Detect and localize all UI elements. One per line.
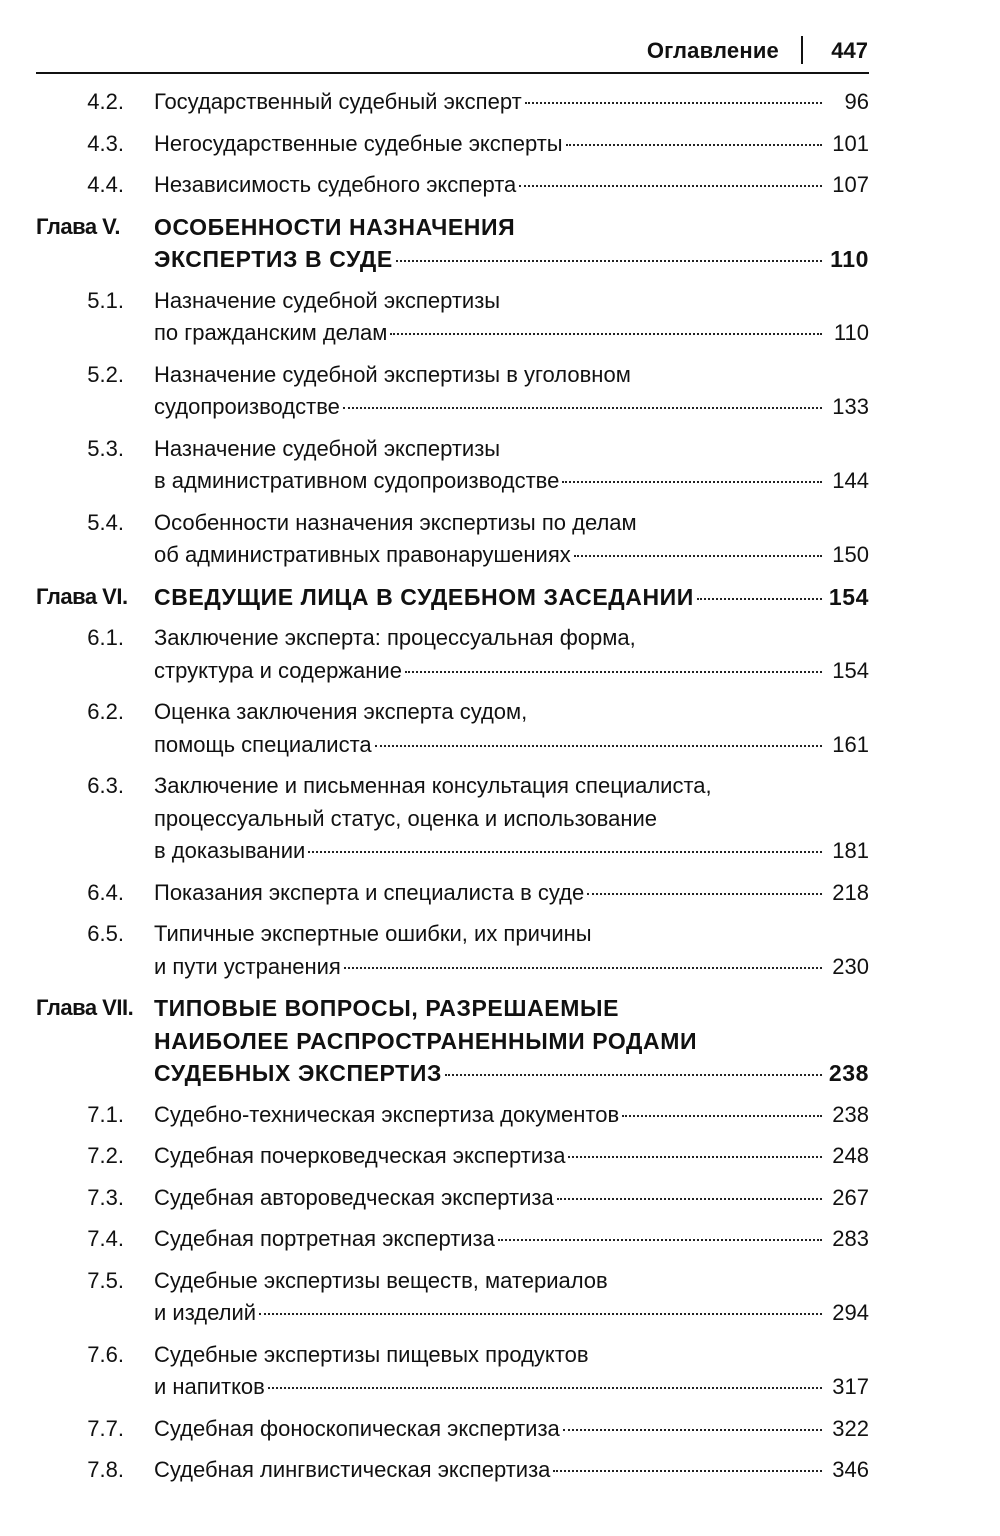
entry-last-line [154, 1140, 869, 1173]
entry-page-number: 238 [832, 1101, 869, 1127]
entry-title [154, 285, 869, 350]
entry-title-line: в доказывании [154, 838, 306, 863]
entry-last-line [154, 1413, 869, 1446]
dot-leader [622, 1115, 822, 1117]
entry-number: 5.4. [87, 509, 124, 535]
entry-title [154, 1454, 869, 1487]
entry-title-line: Назначение судебной экспертизы [154, 435, 501, 461]
toc-section-entry [36, 285, 869, 350]
entry-last-line [154, 465, 869, 498]
entry-number: 6.4. [87, 879, 124, 905]
entry-last-line [154, 655, 869, 688]
toc-section-entry [36, 86, 869, 119]
entry-last-line [154, 835, 869, 868]
entry-title-line: и изделий [154, 1300, 257, 1325]
dot-leader [405, 671, 822, 673]
toc-section-entry [36, 877, 869, 910]
entry-number: 7.5. [87, 1267, 124, 1293]
entry-page-number: 96 [844, 89, 869, 114]
entry-title [154, 1413, 869, 1446]
toc-chapter-entry [36, 581, 869, 614]
entry-page-number: 133 [832, 394, 869, 419]
entry-title [154, 359, 869, 424]
entry-title-line: ОСОБЕННОСТИ НАЗНАЧЕНИЯ [154, 213, 516, 240]
entry-title-line: в административном судопроизводстве [154, 468, 560, 493]
toc-section-entry [36, 770, 869, 868]
entry-title-line: Судебная автороведческая экспертиза [154, 1184, 554, 1210]
running-header [36, 36, 869, 74]
toc-section-entry [36, 1339, 869, 1404]
entry-number: 7.4. [87, 1226, 124, 1251]
entry-title [154, 877, 869, 910]
entry-last-line [154, 581, 869, 614]
dot-leader [587, 893, 822, 895]
entry-last-line [154, 877, 869, 910]
entry-page-number: 181 [832, 838, 869, 863]
entry-number: 6.2. [87, 699, 124, 724]
dot-leader [525, 102, 822, 104]
toc-section-entry [36, 1140, 869, 1173]
dot-leader [568, 1156, 822, 1158]
entry-title [154, 918, 869, 983]
entry-title [154, 1339, 869, 1404]
entry-last-line [154, 951, 869, 984]
header-title: Оглавление [646, 38, 779, 63]
toc-section-entry [36, 1265, 869, 1330]
entry-title [154, 992, 869, 1090]
entry-last-line [154, 391, 869, 424]
entry-page-number: 322 [832, 1415, 869, 1441]
entry-page-number: 110 [833, 320, 869, 345]
entry-number: 7.6. [87, 1341, 124, 1367]
entry-title [154, 581, 869, 614]
entry-page-number: 294 [832, 1300, 869, 1325]
entry-page-number: 150 [832, 542, 869, 567]
entry-last-line [154, 1057, 869, 1090]
entry-number: 7.1. [87, 1101, 124, 1127]
dot-leader [343, 407, 822, 409]
entry-title-line: Особенности назначения экспертизы по делам [154, 509, 637, 535]
entry-title-line: ТИПОВЫЕ ВОПРОСЫ, РАЗРЕШАЕМЫЕ [154, 995, 620, 1021]
entry-last-line [154, 243, 869, 276]
entry-page-number: 154 [832, 657, 869, 683]
entry-title-line: Показания эксперта и специалиста в суде [154, 879, 585, 905]
toc-section-entry [36, 1099, 869, 1132]
entry-title-line: об административных правонарушениях [154, 542, 571, 567]
entry-number: 5.3. [87, 435, 124, 461]
entry-last-line [154, 1099, 869, 1132]
entry-title-line: Негосударственные судебные эксперты [154, 130, 563, 156]
dot-leader [259, 1313, 822, 1315]
entry-title-line: Независимость судебного эксперта [154, 172, 517, 197]
entry-page-number: 283 [832, 1226, 869, 1251]
entry-title-line: Типичные экспертные ошибки, их причины [154, 921, 592, 946]
entry-title-line: Заключение эксперта: процессуальная форма, [154, 625, 636, 650]
entry-title [154, 128, 869, 161]
dot-leader [566, 144, 822, 146]
entry-title-line: Судебная лингвистическая экспертиза [154, 1457, 551, 1482]
toc-section-entry [36, 359, 869, 424]
entry-title [154, 211, 869, 276]
toc-section-entry [36, 507, 869, 572]
entry-title-line: Заключение и письменная консультация специалиста, [154, 773, 712, 798]
dot-leader [396, 260, 822, 262]
entry-number: Глава V. [36, 213, 120, 239]
entry-title-line: Судебная фоноскопическая экспертиза [154, 1415, 560, 1441]
entry-page-number: 144 [832, 468, 869, 493]
entry-title [154, 169, 869, 202]
entry-number: Глава VII. [36, 995, 134, 1020]
dot-leader [344, 967, 822, 969]
entry-title [154, 622, 869, 687]
entry-title-line: Судебные экспертизы веществ, материалов [154, 1267, 608, 1293]
entry-title-line: НАИБОЛЕЕ РАСПРОСТРАНЕННЫМИ РОДАМИ [154, 1027, 698, 1054]
dot-leader [557, 1198, 822, 1200]
toc-section-entry [36, 696, 869, 761]
entry-number: 4.4. [87, 172, 124, 197]
entry-last-line [154, 86, 869, 119]
entry-title-line: помощь специалиста [154, 731, 372, 757]
entry-page-number: 110 [830, 246, 869, 272]
header-page-number: 447 [831, 38, 868, 63]
toc-section-entry [36, 1182, 869, 1215]
entry-title [154, 86, 869, 119]
dot-leader [445, 1074, 822, 1076]
dot-leader [562, 481, 822, 483]
entry-last-line [154, 1223, 869, 1256]
entry-page-number: 154 [828, 583, 869, 610]
entry-number: 4.2. [87, 89, 124, 114]
entry-page-number: 230 [832, 953, 869, 979]
entry-title [154, 1265, 869, 1330]
entry-title-line: Назначение судебной экспертизы [154, 287, 501, 313]
entry-title [154, 1223, 869, 1256]
entry-page-number: 101 [832, 130, 869, 156]
toc-chapter-entry [36, 992, 869, 1090]
entry-title-line: и пути устранения [154, 953, 341, 979]
entry-last-line [154, 729, 869, 762]
entry-title-line: и напитков [154, 1374, 265, 1399]
entry-title-line: Судебная почерковедческая экспертиза [154, 1143, 566, 1168]
entry-number: 6.3. [87, 773, 124, 798]
entry-title-line: судопроизводстве [154, 394, 340, 419]
entry-number: Глава VI. [36, 583, 128, 609]
entry-last-line [154, 539, 869, 572]
toc-section-entry [36, 1413, 869, 1446]
entry-title [154, 770, 869, 868]
entry-title-line: СВЕДУЩИЕ ЛИЦА В СУДЕБНОМ ЗАСЕДАНИИ [154, 583, 694, 610]
entry-title-line: Назначение судебной экспертизы в уголовном [154, 361, 631, 387]
entry-page-number: 346 [832, 1457, 869, 1482]
entry-title-line: структура и содержание [154, 657, 402, 683]
entry-title-line: Государственный судебный эксперт [154, 89, 522, 114]
entry-title-line: Судебная портретная экспертиза [154, 1226, 495, 1251]
dot-leader [390, 333, 822, 335]
entry-last-line [154, 128, 869, 161]
entry-title-line: Судебные экспертизы пищевых продуктов [154, 1341, 589, 1367]
entry-page-number: 248 [832, 1143, 869, 1168]
dot-leader [498, 1239, 822, 1241]
table-of-contents [36, 86, 869, 1496]
entry-number: 5.2. [87, 361, 124, 387]
entry-last-line [154, 317, 869, 350]
toc-section-entry [36, 1454, 869, 1487]
entry-number: 6.5. [87, 921, 124, 946]
entry-last-line [154, 1371, 869, 1404]
entry-last-line [154, 1454, 869, 1487]
entry-title-line: ЭКСПЕРТИЗ В СУДЕ [154, 246, 393, 272]
dot-leader [553, 1470, 822, 1472]
dot-leader [563, 1429, 822, 1431]
entry-title [154, 507, 869, 572]
entry-title [154, 1140, 869, 1173]
dot-leader [308, 851, 822, 853]
entry-title [154, 1099, 869, 1132]
toc-section-entry [36, 918, 869, 983]
entry-last-line [154, 169, 869, 202]
dot-leader [519, 185, 822, 187]
entry-number: 5.1. [87, 287, 124, 313]
entry-title-line: по гражданским делам [154, 320, 388, 345]
toc-section-entry [36, 169, 869, 202]
entry-number: 4.3. [87, 130, 124, 156]
dot-leader [697, 598, 822, 600]
entry-title-line: Оценка заключения эксперта судом, [154, 699, 528, 724]
toc-section-entry [36, 622, 869, 687]
entry-title-line: Судебно-техническая экспертиза документов [154, 1101, 620, 1127]
dot-leader [574, 555, 822, 557]
entry-page-number: 317 [832, 1374, 869, 1399]
header-separator [801, 36, 803, 64]
entry-number: 7.7. [87, 1415, 124, 1441]
entry-number: 7.3. [87, 1184, 124, 1210]
entry-page-number: 267 [832, 1184, 869, 1210]
entry-title [154, 696, 869, 761]
entry-page-number: 238 [828, 1060, 869, 1086]
entry-title [154, 433, 869, 498]
entry-number: 6.1. [87, 625, 124, 650]
entry-title [154, 1182, 869, 1215]
dot-leader [268, 1387, 822, 1389]
toc-section-entry [36, 433, 869, 498]
entry-number: 7.8. [87, 1457, 124, 1482]
toc-section-entry [36, 1223, 869, 1256]
entry-number: 7.2. [87, 1143, 124, 1168]
entry-last-line [154, 1297, 869, 1330]
entry-page-number: 107 [832, 172, 869, 197]
entry-title-line: процессуальный статус, оценка и использование [154, 805, 658, 831]
entry-last-line [154, 1182, 869, 1215]
entry-title-line: СУДЕБНЫХ ЭКСПЕРТИЗ [154, 1060, 442, 1086]
toc-chapter-entry [36, 211, 869, 276]
entry-page-number: 218 [832, 879, 869, 905]
toc-section-entry [36, 128, 869, 161]
dot-leader [375, 745, 822, 747]
entry-page-number: 161 [832, 731, 869, 757]
